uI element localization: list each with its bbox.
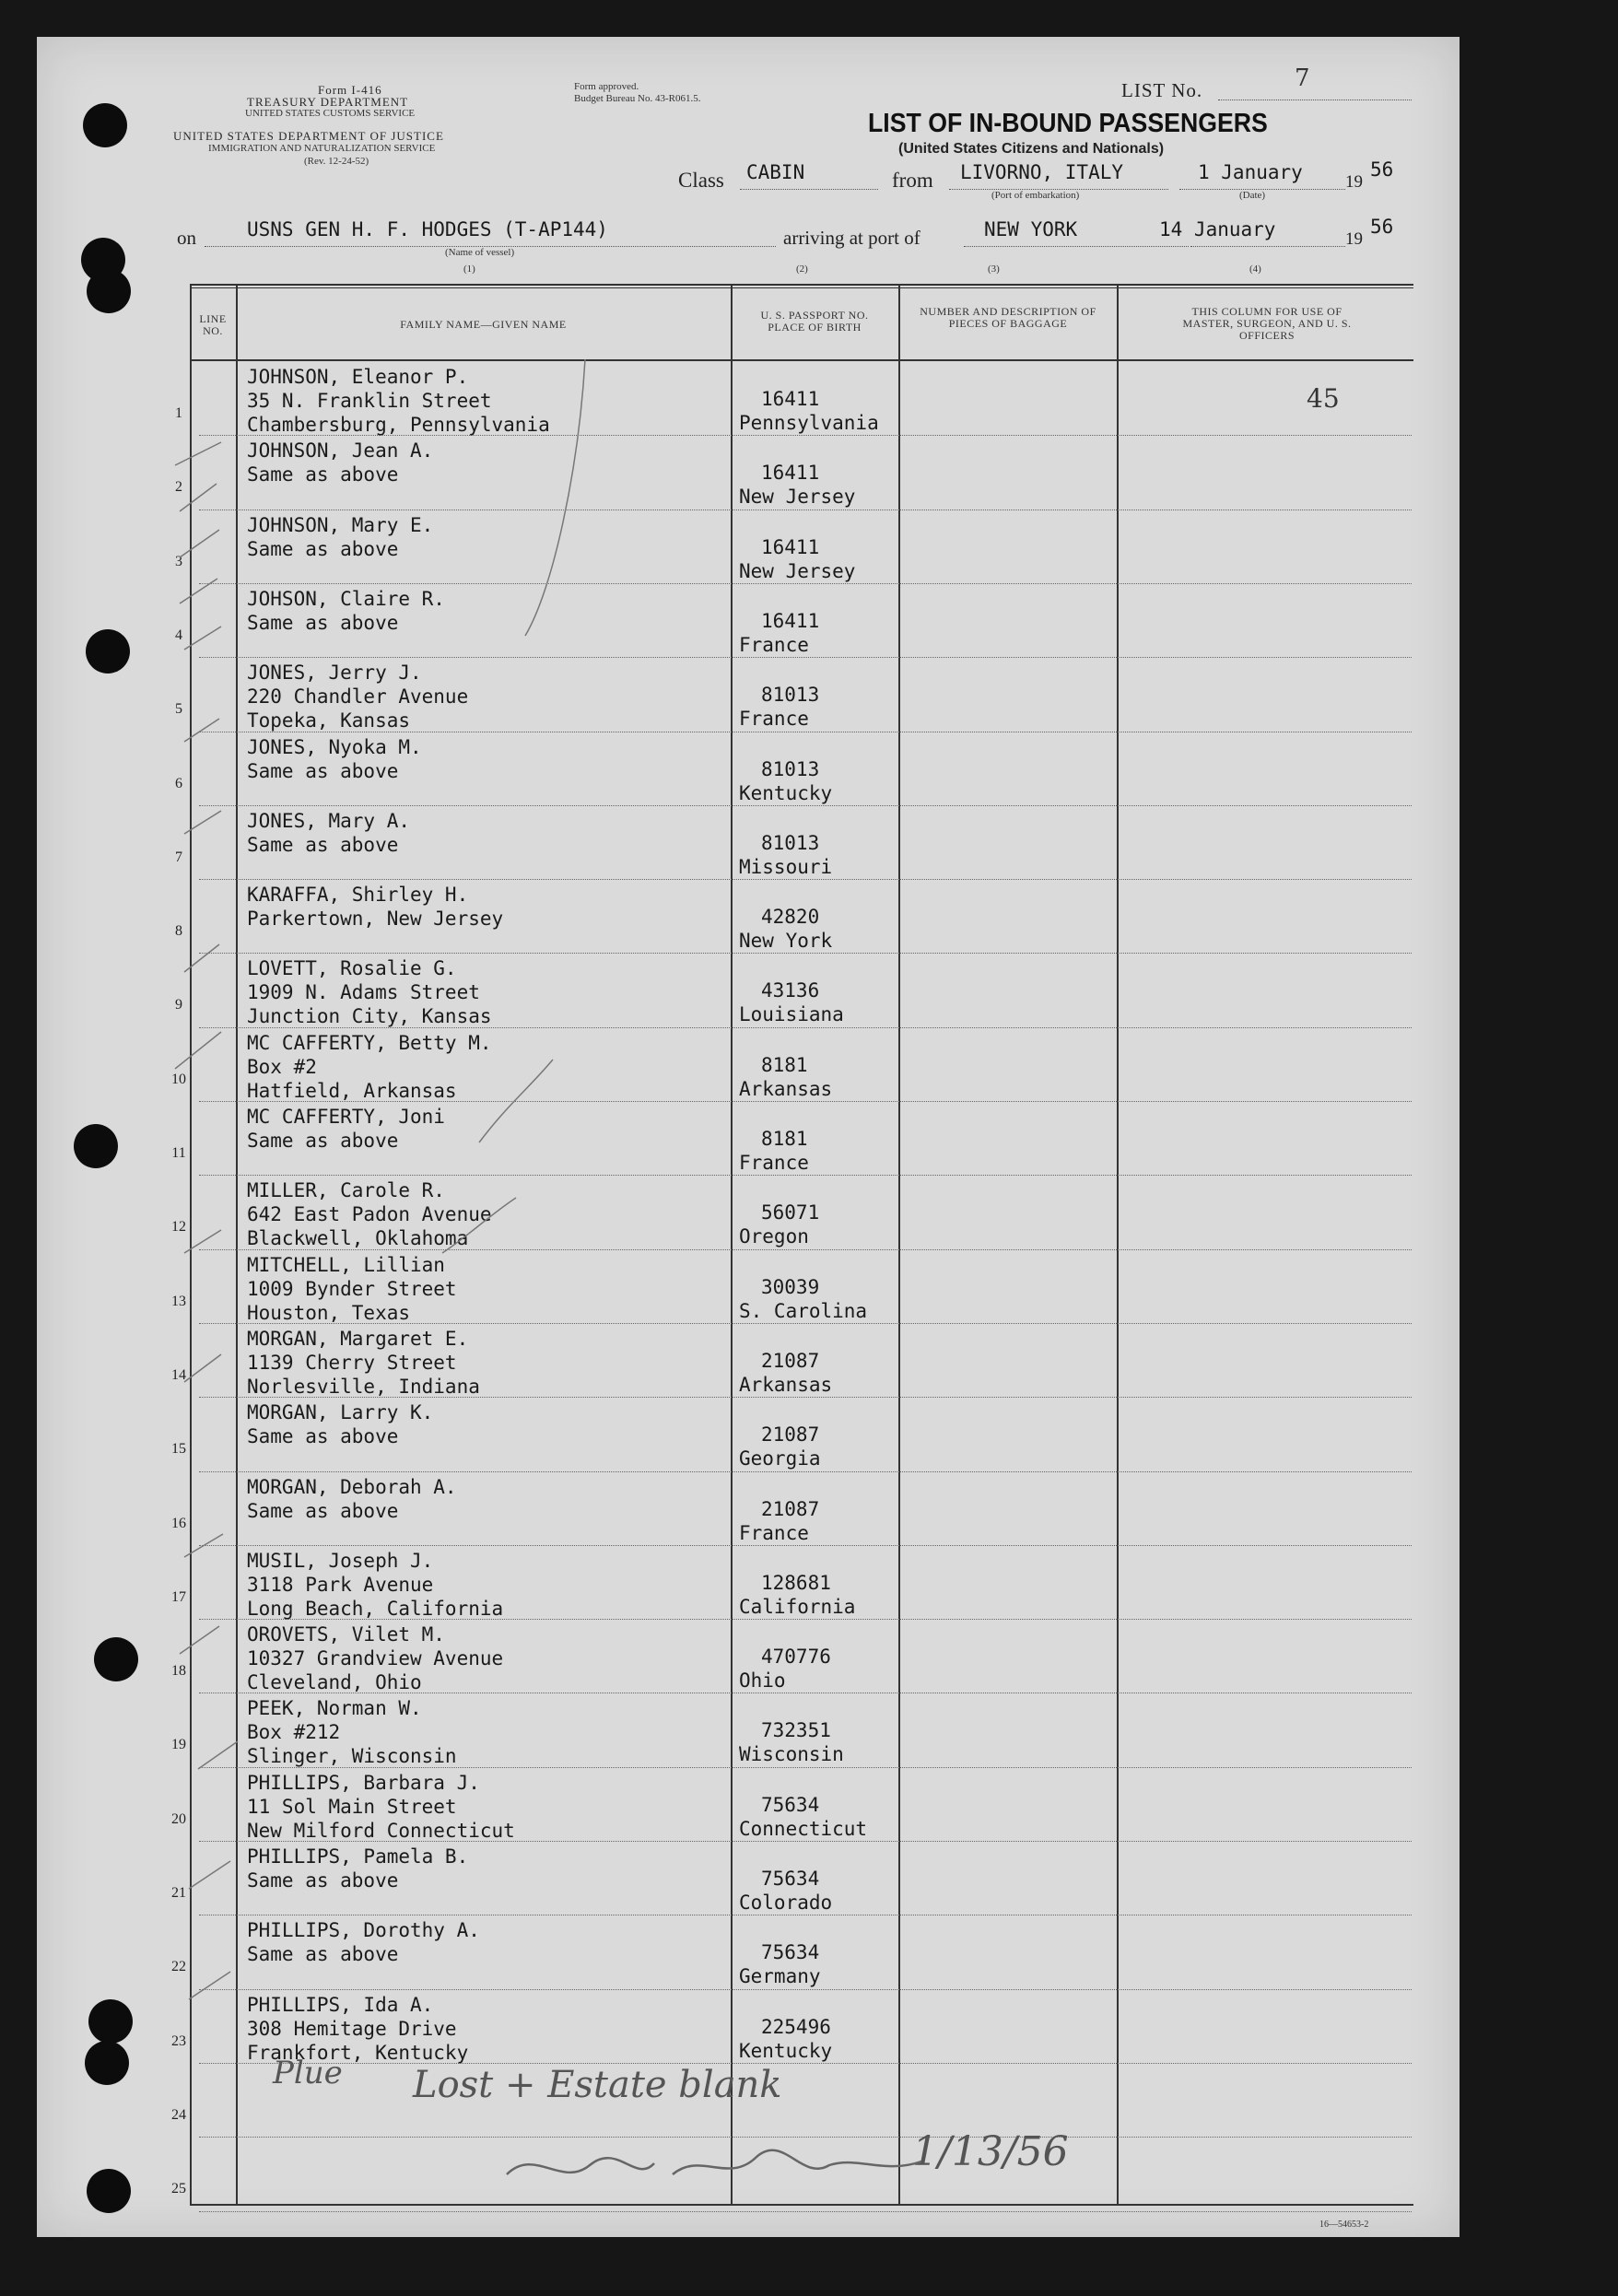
place-of-birth: Missouri [739,855,833,878]
line-number: 25 [171,2181,186,2197]
line-number: 2 [175,479,182,496]
passenger-address: Same as above [247,759,399,782]
passenger-address: 308 Hemitage Drive [247,2017,457,2040]
handwritten-note-2: Lost + Estate blank [413,2064,782,2106]
passport-number: 75634 [761,1941,820,1964]
passenger-address: Slinger, Wisconsin [247,1745,457,1768]
budget-bureau: Budget Bureau No. 43-R061.5. [574,93,701,104]
line-number: 11 [171,1145,186,1161]
passenger-address: 3118 Park Avenue [247,1573,434,1596]
passport-number: 732351 [761,1719,831,1742]
col2-caption: (2) [796,264,808,275]
passenger-address: 11 Sol Main Street [247,1795,457,1818]
place-of-birth: Louisiana [739,1003,844,1026]
col-divider-name [731,284,733,2206]
table-bottom-border [190,2204,1413,2206]
line-number: 20 [171,1810,186,1827]
passport-number: 225496 [761,2015,831,2038]
passport-number: 16411 [761,388,820,410]
col-divider-baggage [1117,284,1119,2206]
arrival-date-field [1190,246,1345,247]
col4-caption: (4) [1249,264,1261,275]
place-of-birth: Arkansas [739,1077,833,1100]
passenger-name: MC CAFFERTY, Betty M. [247,1031,492,1054]
passenger-address: Same as above [247,537,399,560]
justice-dept: UNITED STATES DEPARTMENT OF JUSTICE [173,129,444,143]
passenger-name: LOVETT, Rosalie G. [247,957,457,980]
passenger-name: MILLER, Carole R. [247,1179,445,1202]
passenger-name: PHILLIPS, Dorothy A. [247,1919,480,1942]
header-family-name: FAMILY NAME—GIVEN NAME [400,318,567,331]
vessel-name: USNS GEN H. F. HODGES (T-AP144) [247,218,608,240]
page-title: LIST OF IN-BOUND PASSENGERS [868,109,1268,138]
header-passport: U. S. PASSPORT NO. PLACE OF BIRTH [760,309,869,334]
place-of-birth: Ohio [739,1669,786,1693]
passport-number: 21087 [761,1349,820,1372]
line-number: 15 [171,1441,186,1458]
passport-number: 8181 [761,1053,808,1076]
punch-hole [74,1124,118,1168]
form-number: Form I-416 [318,83,382,97]
passenger-address: Same as above [247,1425,399,1448]
passport-number: 8181 [761,1128,808,1150]
line-number: 4 [175,627,182,643]
line-number: 17 [171,1588,186,1605]
passenger-name: PEEK, Norman W. [247,1697,422,1720]
passenger-name: MORGAN, Margaret E. [247,1327,469,1350]
passport-number: 470776 [761,1646,831,1669]
passenger-name: JONES, Jerry J. [247,662,422,685]
passenger-name: MORGAN, Deborah A. [247,1475,457,1498]
passenger-name: MUSIL, Joseph J. [247,1549,434,1572]
vessel-caption: (Name of vessel) [445,247,515,258]
handwritten-date: 1/13/56 [912,2128,1069,2175]
embarkation-caption: (Port of embarkation) [991,190,1080,201]
passenger-address: Long Beach, California [247,1597,504,1620]
passenger-name: JOHNSON, Eleanor P. [247,366,469,388]
passenger-address: Same as above [247,1943,399,1966]
passenger-name: PHILLIPS, Barbara J. [247,1771,480,1794]
line-number: 8 [175,923,182,940]
place-of-birth: Kentucky [739,2039,833,2062]
year-prefix-2: 19 [1345,229,1363,249]
header-line-no: LINE NO. [199,312,227,337]
place-of-birth: Connecticut [739,1817,868,1840]
footer-code: 16—54653-2 [1319,2220,1369,2230]
passenger-address: Same as above [247,611,399,634]
punch-hole [83,103,127,147]
line-number: 9 [175,997,182,1013]
passport-number: 42820 [761,906,820,929]
passenger-address: Same as above [247,1869,399,1892]
punch-hole [86,629,130,674]
place-of-birth: New Jersey [739,559,856,582]
passport-number: 43136 [761,979,820,1002]
passenger-name: PHILLIPS, Ida A. [247,1993,434,2016]
passenger-address: 1909 N. Adams Street [247,981,480,1004]
passport-number: 75634 [761,1868,820,1890]
passenger-name: PHILLIPS, Pamela B. [247,1845,469,1868]
class-field [740,189,878,190]
year-prefix: 19 [1345,172,1363,192]
punch-hole [94,1637,138,1681]
punch-hole [87,2169,131,2213]
passport-number: 16411 [761,462,820,485]
place-of-birth: New Jersey [739,486,856,509]
line-number: 12 [171,1219,186,1236]
passenger-address: Hatfield, Arkansas [247,1079,457,1102]
passport-number: 81013 [761,757,820,780]
passport-number: 81013 [761,684,820,707]
line-number: 1 [175,405,182,421]
passport-number: 75634 [761,1793,820,1816]
passenger-address: Box #2 [247,1055,317,1078]
handwritten-note: Plue [273,2055,343,2091]
class-value: CABIN [746,161,805,183]
pencil-checkmarks [166,332,627,2128]
passenger-address: Junction City, Kansas [247,1005,492,1028]
passenger-name: JOHNSON, Mary E. [247,513,434,536]
place-of-birth: Kentucky [739,781,833,804]
on-label: on [177,227,196,249]
col1-caption: (1) [463,264,475,275]
from-label: from [892,169,933,192]
passenger-address: Frankfort, Kentucky [247,2041,469,2064]
passenger-name: JONES, Mary A. [247,809,411,832]
col-divider-passport [898,284,900,2206]
passport-number: 81013 [761,831,820,854]
place-of-birth: France [739,633,809,656]
passenger-address: 1009 Bynder Street [247,1277,457,1300]
passport-number: 30039 [761,1275,820,1298]
arrival-port-field [964,246,1189,247]
place-of-birth: Arkansas [739,1373,833,1396]
line-number: 23 [171,2032,186,2049]
date-caption: (Date) [1239,190,1266,201]
passenger-name: JOHSON, Claire R. [247,587,445,610]
passenger-address: Blackwell, Oklahoma [247,1227,469,1250]
passport-number: 21087 [761,1423,820,1447]
punch-hole [88,1999,133,2044]
page-subtitle: (United States Citizens and Nationals) [898,141,1165,157]
place-of-birth: California [739,1595,856,1618]
place-of-birth: France [739,1152,809,1174]
signature [498,2138,940,2193]
place-of-birth: Colorado [739,1892,833,1914]
arrival-port: NEW YORK [984,218,1078,240]
embark-year: 56 [1370,158,1394,181]
place-of-birth: Wisconsin [739,1743,844,1766]
passenger-address: Parkertown, New Jersey [247,908,504,931]
place-of-birth: Germany [739,1965,821,1988]
passenger-name: MITCHELL, Lillian [247,1253,445,1276]
passenger-name: JONES, Nyoka M. [247,735,422,758]
revision: (Rev. 12-24-52) [304,156,369,167]
passenger-address: Chambersburg, Pennsylvania [247,414,550,436]
place-of-birth: S. Carolina [739,1299,868,1322]
place-of-birth: France [739,1521,809,1544]
line-number: 13 [171,1293,186,1309]
passenger-address: 642 East Padon Avenue [247,1203,492,1226]
line-number: 22 [171,1959,186,1975]
arriving-label: arriving at port of [783,227,920,249]
place-of-birth: Georgia [739,1447,821,1470]
passenger-address: Topeka, Kansas [247,709,411,732]
treasury-dept: TREASURY DEPARTMENT [247,95,409,109]
passport-number: 21087 [761,1497,820,1520]
line-number: 24 [171,2106,186,2123]
line-number: 16 [171,1515,186,1531]
list-label: LIST No. [1121,79,1203,101]
arrival-date: 14 January [1159,218,1276,240]
line-number: 18 [171,1663,186,1680]
passenger-address: 1139 Cherry Street [247,1351,457,1374]
place-of-birth: Pennsylvania [739,412,879,434]
header-baggage: NUMBER AND DESCRIPTION OF PIECES OF BAGGAGE [920,305,1096,330]
line-number: 5 [175,701,182,718]
officer-note: 45 [1307,383,1340,414]
passport-number: 16411 [761,609,820,632]
passenger-address: Same as above [247,1499,399,1522]
line-number: 19 [171,1737,186,1753]
passenger-address: Same as above [247,1130,399,1152]
passenger-name: MC CAFFERTY, Joni [247,1106,445,1128]
form-approved: Form approved. [574,81,639,92]
passenger-address: Box #212 [247,1721,341,1744]
table-top-border-2 [190,287,1413,288]
class-label: Class [678,169,724,192]
embarkation-port: LIVORNO, ITALY [960,161,1124,183]
passport-number: 16411 [761,535,820,558]
punch-hole [87,269,131,313]
col3-caption: (3) [988,264,1000,275]
arrival-year: 56 [1370,216,1394,238]
line-number: 6 [175,775,182,791]
place-of-birth: Oregon [739,1225,809,1248]
place-of-birth: New York [739,930,833,953]
passenger-name: OROVETS, Vilet M. [247,1623,445,1646]
passport-number: 56071 [761,1201,820,1224]
passenger-name: KARAFFA, Shirley H. [247,884,469,907]
line-number: 3 [175,553,182,569]
place-of-birth: France [739,708,809,731]
line-number: 14 [171,1366,186,1383]
embarkation-date: 1 January [1198,161,1303,183]
customs-service: UNITED STATES CUSTOMS SERVICE [245,108,416,119]
passenger-address: 10327 Grandview Avenue [247,1647,504,1670]
immigration-service: IMMIGRATION AND NATURALIZATION SERVICE [208,143,436,154]
list-number: 7 [1295,64,1310,92]
line-number: 10 [171,1071,186,1087]
passenger-address: Norlesville, Indiana [247,1375,480,1398]
line-number: 21 [171,1885,186,1901]
header-officers: THIS COLUMN FOR USE OF MASTER, SURGEON, AND U. S. OFFICERS [1182,305,1352,342]
passport-number: 128681 [761,1571,831,1594]
passenger-name: MORGAN, Larry K. [247,1401,434,1424]
passenger-address: Same as above [247,463,399,486]
row-divider [199,2211,1412,2212]
passenger-address: Cleveland, Ohio [247,1671,422,1694]
punch-hole [85,2041,129,2085]
passenger-address: Same as above [247,833,399,856]
passenger-address: New Milford Connecticut [247,1819,515,1842]
line-number: 7 [175,849,182,865]
passenger-address: 220 Chandler Avenue [247,685,469,709]
passenger-address: Houston, Texas [247,1301,411,1324]
table-top-border [190,284,1413,286]
passenger-name: JOHNSON, Jean A. [247,439,434,463]
passenger-address: 35 N. Franklin Street [247,390,492,412]
